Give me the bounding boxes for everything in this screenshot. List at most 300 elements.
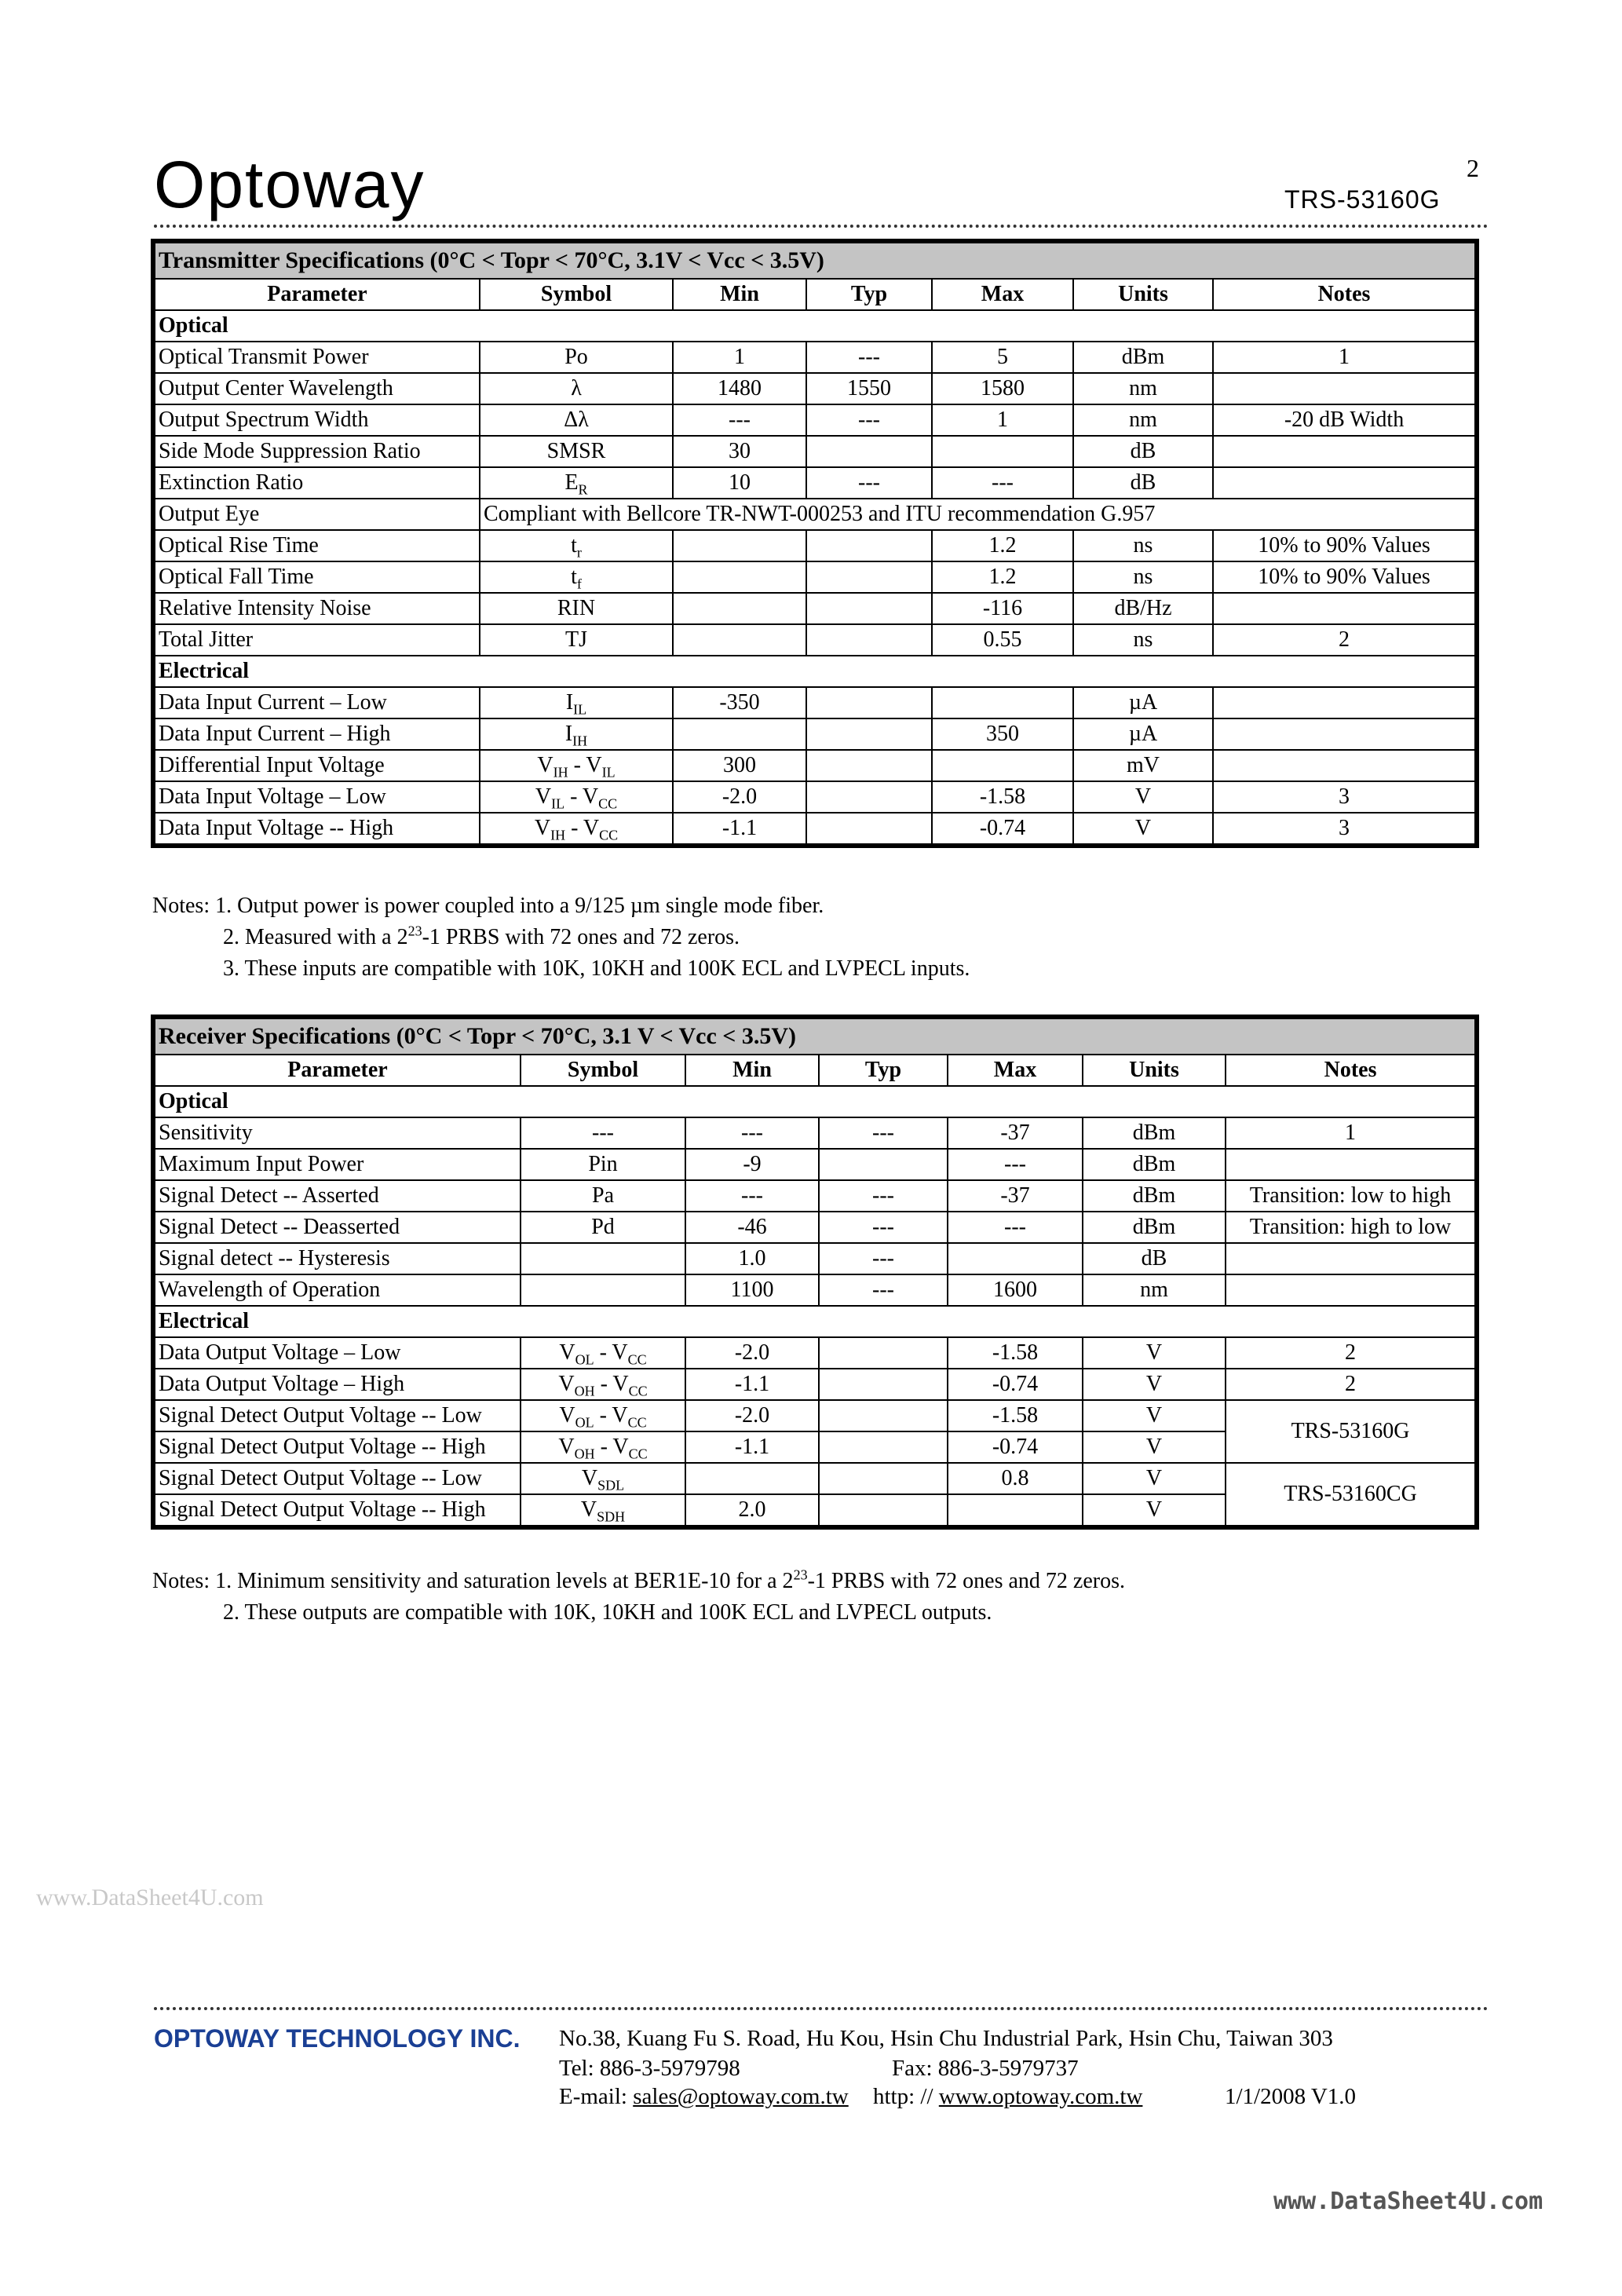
- symbol-cell: [480, 718, 673, 750]
- min-cell: 2.0: [685, 1494, 819, 1527]
- section-heading: Optical: [153, 1086, 1477, 1117]
- section-heading: Electrical: [153, 656, 1477, 687]
- typ-cell: ---: [819, 1212, 948, 1243]
- parameter-cell: Optical Fall Time: [153, 561, 480, 593]
- typ-cell: [806, 436, 932, 467]
- typ-cell: [819, 1494, 948, 1527]
- symbol-text: Po: [564, 345, 588, 369]
- units-cell: dB: [1083, 1243, 1226, 1274]
- parameter-cell: Sensitivity: [153, 1117, 521, 1149]
- table-row: [153, 1463, 1477, 1494]
- table-row: [153, 593, 1477, 624]
- table-row: [153, 687, 1477, 718]
- column-header: Notes: [1226, 1055, 1477, 1086]
- table-row: [153, 342, 1477, 373]
- note-line: Notes: 1. Minimum sensitivity and saturation levels at BER1E-10 for a $2^{23}-1$ PRBS with 72 ones and 72 zeros.: [152, 1567, 1125, 1593]
- max-cell: ---: [948, 1212, 1083, 1243]
- typ-cell: [819, 1431, 948, 1463]
- symbol-subscript: CC: [628, 1383, 648, 1399]
- min-cell: -46: [685, 1212, 819, 1243]
- parameter-cell: Data Input Voltage -- High: [153, 813, 480, 846]
- parameter-cell: Optical Transmit Power: [153, 342, 480, 373]
- footer-divider: [154, 2007, 1489, 2015]
- parameter-cell: Signal detect -- Hysteresis: [153, 1243, 521, 1274]
- symbol-subscript: SDL: [597, 1477, 625, 1493]
- parameter-cell: Extinction Ratio: [153, 467, 480, 499]
- symbol-cell: [521, 1149, 685, 1180]
- website-line: http: // www.optoway.com.tw: [873, 2084, 1143, 2109]
- symbol-text: V: [535, 784, 552, 809]
- units-cell: nm: [1073, 373, 1213, 404]
- symbol-cell: [521, 1274, 685, 1306]
- max-cell: -0.74: [932, 813, 1073, 846]
- min-cell: [673, 530, 806, 561]
- column-header: Parameter: [153, 279, 480, 310]
- table-row: [153, 781, 1477, 813]
- min-cell: [673, 624, 806, 656]
- symbol-cell: [480, 593, 673, 624]
- max-cell: 1.2: [932, 530, 1073, 561]
- symbol-text: E: [564, 470, 579, 495]
- min-cell: 10: [673, 467, 806, 499]
- units-cell: dB/Hz: [1073, 593, 1213, 624]
- typ-cell: [806, 530, 932, 561]
- symbol-subscript: IH: [550, 827, 566, 843]
- column-header: Min: [673, 279, 806, 310]
- symbol-cell: [521, 1494, 685, 1527]
- parameter-cell: Output Center Wavelength: [153, 373, 480, 404]
- column-header: Parameter: [153, 1055, 521, 1086]
- parameter-cell: Data Input Voltage – Low: [153, 781, 480, 813]
- symbol-text: V: [581, 1466, 598, 1490]
- receiver-notes: [152, 1566, 1125, 1629]
- notes-cell: [1213, 593, 1477, 624]
- company-name: OPTOWAY TECHNOLOGY INC.: [154, 2024, 521, 2053]
- units-cell: dB: [1073, 467, 1213, 499]
- symbol-cell: [480, 436, 673, 467]
- table-row: [153, 1212, 1477, 1243]
- typ-cell: [806, 750, 932, 781]
- column-header: Units: [1073, 279, 1213, 310]
- section-row: [153, 1086, 1477, 1117]
- max-cell: [948, 1243, 1083, 1274]
- table-title-row: [153, 1017, 1477, 1055]
- symbol-text: V: [534, 816, 551, 840]
- units-cell: dBm: [1073, 342, 1213, 373]
- symbol-text: - V: [568, 753, 602, 777]
- symbol-subscript: f: [576, 576, 582, 592]
- units-cell: nm: [1083, 1274, 1226, 1306]
- symbol-text: V: [559, 1340, 575, 1365]
- parameter-cell: Signal Detect Output Voltage -- High: [153, 1431, 521, 1463]
- column-header: Min: [685, 1055, 819, 1086]
- symbol-text: V: [537, 753, 553, 777]
- symbol-subscript: IL: [573, 701, 587, 718]
- min-cell: -1.1: [685, 1431, 819, 1463]
- symbol-cell: [480, 561, 673, 593]
- units-cell: µA: [1073, 718, 1213, 750]
- symbol-text: V: [558, 1372, 575, 1396]
- section-heading: Optical: [153, 310, 1477, 342]
- parameter-cell: Maximum Input Power: [153, 1149, 521, 1180]
- receiver-table: [151, 1015, 1479, 1530]
- units-cell: V: [1083, 1431, 1226, 1463]
- parameter-cell: Data Output Voltage – Low: [153, 1337, 521, 1369]
- table-row: [153, 1274, 1477, 1306]
- typ-cell: [806, 593, 932, 624]
- notes-cell: [1226, 1274, 1477, 1306]
- transmitter-table: [151, 239, 1479, 848]
- min-cell: -9: [685, 1149, 819, 1180]
- table-row: [153, 813, 1477, 846]
- notes-cell: 10% to 90% Values: [1213, 561, 1477, 593]
- symbol-subscript: SDH: [597, 1508, 626, 1525]
- typ-cell: ---: [806, 404, 932, 436]
- parameter-cell: Signal Detect Output Voltage -- Low: [153, 1463, 521, 1494]
- table-row: [153, 1369, 1477, 1400]
- parameter-cell: Data Input Current – High: [153, 718, 480, 750]
- parameter-cell: Optical Rise Time: [153, 530, 480, 561]
- symbol-subscript: CC: [628, 1446, 648, 1462]
- page-number: 2: [1467, 154, 1479, 182]
- max-cell: [948, 1494, 1083, 1527]
- table-row: [153, 499, 1477, 530]
- symbol-text: I: [565, 690, 574, 715]
- notes-cell: 1: [1213, 342, 1477, 373]
- symbol-cell: [521, 1463, 685, 1494]
- max-cell: 1600: [948, 1274, 1083, 1306]
- units-cell: V: [1083, 1463, 1226, 1494]
- units-cell: V: [1083, 1494, 1226, 1527]
- max-cell: -1.58: [948, 1337, 1083, 1369]
- units-cell: V: [1073, 813, 1213, 846]
- units-cell: ns: [1073, 561, 1213, 593]
- notes-cell: 10% to 90% Values: [1213, 530, 1477, 561]
- typ-cell: [819, 1149, 948, 1180]
- min-cell: 1100: [685, 1274, 819, 1306]
- table-row: [153, 1180, 1477, 1212]
- table-row: [153, 373, 1477, 404]
- max-cell: [932, 436, 1073, 467]
- units-cell: µA: [1073, 687, 1213, 718]
- table-header-row: [153, 1055, 1477, 1086]
- section-heading: Electrical: [153, 1306, 1477, 1337]
- min-cell: ---: [685, 1117, 819, 1149]
- table-row: [153, 404, 1477, 436]
- units-cell: ns: [1073, 530, 1213, 561]
- symbol-subscript: CC: [627, 1351, 647, 1368]
- symbol-text: V: [558, 1435, 575, 1459]
- symbol-subscript: OH: [574, 1383, 595, 1399]
- parameter-cell: Wavelength of Operation: [153, 1274, 521, 1306]
- min-cell: ---: [685, 1180, 819, 1212]
- typ-cell: [819, 1337, 948, 1369]
- parameter-cell: Signal Detect Output Voltage -- High: [153, 1494, 521, 1527]
- column-header: Units: [1083, 1055, 1226, 1086]
- symbol-cell: [480, 781, 673, 813]
- notes-cell: [1213, 436, 1477, 467]
- table-row: [153, 1117, 1477, 1149]
- units-cell: dB: [1073, 436, 1213, 467]
- symbol-text: V: [580, 1497, 597, 1522]
- min-cell: [673, 718, 806, 750]
- notes-cell: [1226, 1243, 1477, 1274]
- symbol-cell: [521, 1337, 685, 1369]
- max-cell: [932, 750, 1073, 781]
- symbol-cell: [521, 1212, 685, 1243]
- min-cell: 1.0: [685, 1243, 819, 1274]
- notes-cell: [1213, 687, 1477, 718]
- table-row: [153, 1243, 1477, 1274]
- min-cell: -2.0: [685, 1337, 819, 1369]
- symbol-subscript: R: [578, 481, 588, 498]
- symbol-text: Pin: [588, 1152, 618, 1176]
- typ-cell: ---: [819, 1117, 948, 1149]
- min-cell: -2.0: [685, 1400, 819, 1431]
- symbol-text: - V: [594, 1403, 628, 1428]
- symbol-subscript: OH: [574, 1446, 595, 1462]
- parameter-cell: Signal Detect -- Deasserted: [153, 1212, 521, 1243]
- column-header: Max: [932, 279, 1073, 310]
- min-cell: 1480: [673, 373, 806, 404]
- table-title: Receiver Specifications (0°C < Topr < 70°C, 3.1 V < Vcc < 3.5V): [153, 1017, 1477, 1055]
- notes-cell: Transition: high to low: [1226, 1212, 1477, 1243]
- typ-cell: [806, 687, 932, 718]
- min-cell: [673, 593, 806, 624]
- max-cell: -37: [948, 1117, 1083, 1149]
- symbol-cell: [480, 750, 673, 781]
- max-cell: 1.2: [932, 561, 1073, 593]
- notes-cell: Transition: low to high: [1226, 1180, 1477, 1212]
- typ-cell: ---: [819, 1274, 948, 1306]
- symbol-subscript: OL: [575, 1351, 594, 1368]
- website-link[interactable]: www.optoway.com.tw: [938, 2084, 1143, 2109]
- notes-cell: 2: [1226, 1369, 1477, 1400]
- min-cell: 300: [673, 750, 806, 781]
- watermark[interactable]: www.DataSheet4U.com: [1273, 2188, 1543, 2215]
- notes-cell: 3: [1213, 813, 1477, 846]
- section-row: [153, 1306, 1477, 1337]
- symbol-subscript: IH: [572, 733, 588, 749]
- units-cell: nm: [1073, 404, 1213, 436]
- column-header: Typ: [819, 1055, 948, 1086]
- note-line: Notes: 1. Output power is power coupled into a 9/125 µm single mode fiber.: [152, 894, 824, 918]
- symbol-text: - V: [594, 1340, 628, 1365]
- units-cell: dBm: [1083, 1149, 1226, 1180]
- notes-cell: [1213, 373, 1477, 404]
- symbol-cell: [480, 687, 673, 718]
- symbol-cell: [480, 813, 673, 846]
- parameter-cell: Total Jitter: [153, 624, 480, 656]
- max-cell: 5: [932, 342, 1073, 373]
- min-cell: 1: [673, 342, 806, 373]
- symbol-text: t: [571, 565, 577, 589]
- units-cell: dBm: [1083, 1117, 1226, 1149]
- typ-cell: [819, 1400, 948, 1431]
- typ-cell: [806, 781, 932, 813]
- min-cell: -350: [673, 687, 806, 718]
- column-header: Typ: [806, 279, 932, 310]
- company-address: No.38, Kuang Fu S. Road, Hu Kou, Hsin Chu Industrial Park, Hsin Chu, Taiwan 303: [559, 2026, 1333, 2051]
- symbol-text: - V: [594, 1372, 629, 1396]
- min-cell: ---: [673, 404, 806, 436]
- max-cell: 1580: [932, 373, 1073, 404]
- max-cell: -1.58: [948, 1400, 1083, 1431]
- model-number: TRS-53160G: [1284, 185, 1441, 214]
- note-line: 3. These inputs are compatible with 10K, 10KH and 100K ECL and LVPECL inputs.: [223, 956, 970, 981]
- symbol-cell: [521, 1243, 685, 1274]
- units-cell: V: [1073, 781, 1213, 813]
- symbol-subscript: CC: [599, 827, 619, 843]
- symbol-cell: [521, 1400, 685, 1431]
- symbol-text: ---: [592, 1121, 614, 1145]
- max-cell: -37: [948, 1180, 1083, 1212]
- symbol-cell: [480, 342, 673, 373]
- transmitter-notes: [152, 890, 970, 985]
- symbol-subscript: IL: [601, 764, 616, 781]
- table-row: [153, 467, 1477, 499]
- typ-cell: [806, 718, 932, 750]
- fax: Fax: 886-3-5979737: [892, 2056, 1079, 2081]
- notes-cell: [1213, 467, 1477, 499]
- table-row: [153, 718, 1477, 750]
- notes-cell: TRS-53160G: [1226, 1400, 1477, 1463]
- notes-cell: TRS-53160CG: [1226, 1463, 1477, 1527]
- symbol-text: RIN: [557, 596, 596, 620]
- date-version: 1/1/2008 V1.0: [1225, 2084, 1357, 2109]
- symbol-text: I: [564, 722, 573, 746]
- typ-cell: [819, 1369, 948, 1400]
- column-header: Max: [948, 1055, 1083, 1086]
- symbol-subscript: OL: [575, 1414, 594, 1431]
- notes-cell: 2: [1213, 624, 1477, 656]
- notes-cell: [1226, 1149, 1477, 1180]
- symbol-cell: [480, 624, 673, 656]
- table-row: [153, 624, 1477, 656]
- symbol-text: t: [571, 533, 577, 558]
- units-cell: V: [1083, 1337, 1226, 1369]
- max-cell: 1: [932, 404, 1073, 436]
- units-cell: dBm: [1083, 1180, 1226, 1212]
- parameter-cell: Signal Detect -- Asserted: [153, 1180, 521, 1212]
- max-cell: -116: [932, 593, 1073, 624]
- parameter-cell: Data Output Voltage – High: [153, 1369, 521, 1400]
- notes-cell: 3: [1213, 781, 1477, 813]
- telephone: Tel: 886-3-5979798: [559, 2056, 740, 2081]
- email-link[interactable]: sales@optoway.com.tw: [633, 2084, 849, 2109]
- column-header: Notes: [1213, 279, 1477, 310]
- parameter-cell: Output Spectrum Width: [153, 404, 480, 436]
- symbol-text: - V: [594, 1435, 629, 1459]
- column-header: Symbol: [480, 279, 673, 310]
- min-cell: -2.0: [673, 781, 806, 813]
- parameter-cell: Differential Input Voltage: [153, 750, 480, 781]
- watermark[interactable]: www.DataSheet4U.com: [36, 1885, 264, 1910]
- section-row: [153, 656, 1477, 687]
- max-cell: 0.8: [948, 1463, 1083, 1494]
- typ-cell: 1550: [806, 373, 932, 404]
- min-cell: -1.1: [673, 813, 806, 846]
- parameter-cell: Side Mode Suppression Ratio: [153, 436, 480, 467]
- min-cell: [685, 1463, 819, 1494]
- symbol-subscript: CC: [598, 795, 618, 812]
- max-cell: 350: [932, 718, 1073, 750]
- symbol-text: Δλ: [564, 408, 589, 432]
- parameter-cell: Data Input Current – Low: [153, 687, 480, 718]
- typ-cell: ---: [806, 342, 932, 373]
- typ-cell: ---: [806, 467, 932, 499]
- column-header: Symbol: [521, 1055, 685, 1086]
- note-line: 2. Measured with a $2^{23}-1$ PRBS with 72 ones and 72 zeros.: [223, 923, 740, 949]
- max-cell: -0.74: [948, 1369, 1083, 1400]
- symbol-subscript: IL: [551, 795, 565, 812]
- symbol-subscript: IH: [553, 764, 568, 781]
- typ-cell: ---: [819, 1180, 948, 1212]
- notes-cell: 2: [1226, 1337, 1477, 1369]
- symbol-cell: [521, 1431, 685, 1463]
- units-cell: mV: [1073, 750, 1213, 781]
- symbol-cell: [480, 530, 673, 561]
- table-title-row: [153, 241, 1477, 279]
- notes-cell: -20 dB Width: [1213, 404, 1477, 436]
- symbol-subscript: r: [576, 544, 582, 561]
- section-row: [153, 310, 1477, 342]
- max-cell: -0.74: [948, 1431, 1083, 1463]
- output-eye-note: Compliant with Bellcore TR-NWT-000253 and ITU recommendation G.957: [480, 499, 1477, 530]
- symbol-cell: [480, 467, 673, 499]
- symbol-text: Pd: [591, 1215, 615, 1239]
- table-row: [153, 1337, 1477, 1369]
- table-title: Transmitter Specifications (0°C < Topr < 70°C, 3.1V < Vcc < 3.5V): [153, 241, 1477, 279]
- symbol-text: Pa: [592, 1183, 614, 1208]
- note-line: 2. These outputs are compatible with 10K, 10KH and 100K ECL and LVPECL outputs.: [223, 1600, 992, 1625]
- max-cell: ---: [948, 1149, 1083, 1180]
- parameter-cell: Signal Detect Output Voltage -- Low: [153, 1400, 521, 1431]
- symbol-text: - V: [565, 816, 600, 840]
- table-row: [153, 436, 1477, 467]
- parameter-cell: Relative Intensity Noise: [153, 593, 480, 624]
- symbol-text: - V: [564, 784, 599, 809]
- symbol-cell: [480, 373, 673, 404]
- units-cell: ns: [1073, 624, 1213, 656]
- brand-logo: Optoway: [154, 148, 426, 221]
- symbol-cell: [521, 1369, 685, 1400]
- email-line: E-mail: sales@optoway.com.tw: [559, 2084, 849, 2109]
- max-cell: -1.58: [932, 781, 1073, 813]
- typ-cell: [806, 561, 932, 593]
- typ-cell: [806, 813, 932, 846]
- notes-cell: 1: [1226, 1117, 1477, 1149]
- table-row: [153, 1400, 1477, 1431]
- table-header-row: [153, 279, 1477, 310]
- table-row: [153, 530, 1477, 561]
- units-cell: V: [1083, 1369, 1226, 1400]
- parameter-cell: Output Eye: [153, 499, 480, 530]
- units-cell: dBm: [1083, 1212, 1226, 1243]
- symbol-text: λ: [571, 376, 582, 400]
- symbol-text: TJ: [565, 627, 587, 652]
- notes-cell: [1213, 718, 1477, 750]
- table-row: [153, 561, 1477, 593]
- max-cell: ---: [932, 467, 1073, 499]
- units-cell: V: [1083, 1400, 1226, 1431]
- typ-cell: ---: [819, 1243, 948, 1274]
- typ-cell: [819, 1463, 948, 1494]
- header-divider: [154, 225, 1489, 232]
- typ-cell: [806, 624, 932, 656]
- symbol-text: SMSR: [546, 439, 606, 463]
- max-cell: 0.55: [932, 624, 1073, 656]
